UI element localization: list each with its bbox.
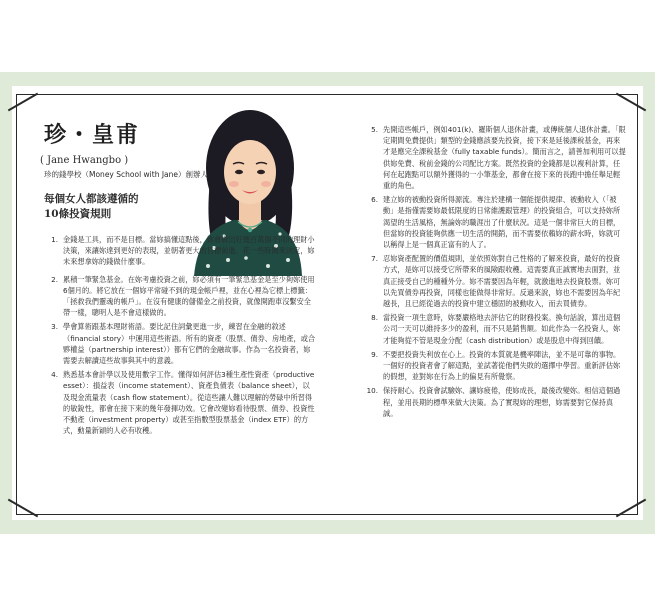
section-title-line: 10條投資規則 — [44, 208, 112, 220]
rule-text: 當投資一項生意時，妳要嚴格地去評估它的財務投案。換句話說，算出這個公司一天可以維持多少的盈利，而不只是銷售額。如此作為一名投資人，妳才能夠從不管是現金分配（cash distribution）或是股息中得到回饋。 — [383, 313, 621, 345]
profile-english-name: ( Jane Hwangbo ) — [40, 155, 129, 166]
rule-item — [44, 321, 316, 366]
rule-number: 1. — [51, 235, 58, 244]
rule-text: 先開這些帳戶，例如401(k)、羅斯個人退休計畫，或傳統個人退休計畫。「限定期間免費提供」類型的金錢應該要先投資，接下來是延後課稅基金，再來才是應完全課稅基金（fully taxable funds）。簡而言之，請善加利用可以提供妳免費、稅前金錢的公司配比方案。既然投資的金錢都是以複利計算，任何在起跑點可以額外獲得的一小筆基金，都會在接下來的長跑中擔任舉足輕重的角色。 — [383, 125, 626, 191]
rule-text: 累積一筆緊急基金。在妳考慮投資之前，妳必須有一筆緊急基金是至少夠妳使用6個月的。將它放在一個妳平常碰不到的現金帳戶裡，並在心裡為它標上標籤：「拯救我們靈魂的帳戶」。在沒有健康的儲備金之前投資，就像開跑車沒繫安全帶一樣，聰明人是不會這樣做的。 — [63, 274, 315, 318]
rule-text: 學會算術跟基本理財術語。要比記住詞彙更進一步，練習在金融的敘述（financial story）中運用這些術語。所有的資產（股票、債券、房地產，或合夥權益（partnership interest））都有它們的金融故事。作為一名投資者，妳需要去解讀這些故事與其中的意義。 — [63, 322, 316, 366]
rule-number: 7. — [371, 254, 378, 264]
rule-item — [364, 124, 626, 191]
rule-text: 忍妳資產配置的價值規則，並依照妳對自己性格的了解來投資，最好的投資方式，是妳可以接受它所帶來的風險跟收穫。這需要真正誠實地去面對，並真正接受自己的種種外分。妳不需要因為年輕，就激進地去投資股票。妳可以先買債券再投資，同樣也能做得非常好。反過來說，妳也不需要因為年紀越長，且已經從過去的投資中建立穩固的被動收入，而去買債券。 — [383, 254, 621, 309]
rule-item — [44, 274, 316, 319]
rule-item — [364, 312, 626, 346]
rule-item — [364, 253, 626, 309]
rule-text: 建立妳的被動投資所得源流。專注於建構一個能提供規律、被動收入（「被動」是指僅需要妳最低限度的日常維護跟管理）的投資組合，可以支持妳所渴望的生活風格，無論妳的職涯出了什麼狀況。這是一個非常巨大的目標，但當妳的投資能夠供應一切生活的開銷，而不需要依賴妳的薪水時，妳就可以稱得上是一個真正富有的人了。 — [383, 195, 621, 250]
rules-list-right — [364, 124, 626, 422]
rule-number: 2. — [51, 274, 58, 284]
rule-number: 9. — [371, 349, 378, 359]
rule-number: 6. — [371, 195, 378, 205]
section-title-line: 每個女人都該遵循的 — [44, 193, 139, 205]
rule-item — [364, 385, 626, 419]
rule-item — [364, 349, 626, 383]
rule-item — [364, 194, 626, 250]
rule-text: 金錢是工具，而不是目標。當妳搞懂這點後，妳會做出好幾百萬個不同的理財小決策，來讓妳達到更好的表現，並朝著更大的目標前進。花一些時間來決定，妳未來想拿妳的錢做什麼事。 — [63, 235, 315, 267]
rules-list-left — [44, 234, 316, 436]
rule-text: 熟悉基本會計學以及使用數字工作。懂得如何評估3種生產性資產（productive esset）：損益表（income statement）、資產負債表（balance sheet），以及現金流量表（cash flow statement）。從這些讓人難以理解的勞碌中所習得的敏銳性，都會在接下來的幾年發揮功效。它會改變妳看待股票、債券、投資性不動產（investment property）或甚至指數型股票基金（index ETF）的方式，動量新穎的人必有收穫。 — [63, 370, 315, 436]
rule-text: 不要把投資失利放在心上。投資的本質就是機率陣法，並不是可靠的事物。一個好的投資者會了解這點，並試著從他們失敗的選擇中學習。重新評估妳的假想，並對妳在行為上的偏見有所覺察。 — [383, 349, 621, 382]
profile-name: 珍・皇甫 — [44, 122, 141, 148]
rule-number: 5. — [371, 125, 378, 134]
rule-number: 3. — [51, 322, 58, 332]
rule-number: 4. — [51, 370, 58, 380]
profile-role: 珍的錢學校（Money School with Jane）創辦人 — [44, 170, 209, 179]
rule-number: 8. — [371, 313, 378, 323]
rule-number: 10. — [366, 386, 378, 396]
section-title — [44, 192, 316, 222]
rule-text: 保持耐心。投資會試驗妳、讓妳疲倦，使妳成長，最後改變妳。相信這個過程，並用長期的標準來做大決策。為了實現妳的理想，妳需要對它保持真誠。 — [383, 386, 621, 418]
rule-item — [44, 369, 316, 436]
rule-item — [44, 234, 316, 268]
